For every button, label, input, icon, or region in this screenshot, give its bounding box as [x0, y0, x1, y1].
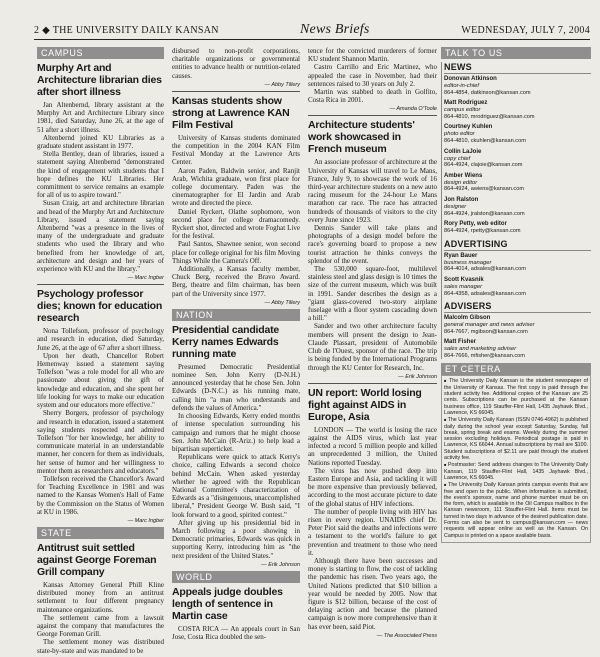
- paragraph: Susan Craig, art and architecture librarian and head of the Murphy Art and Architecture Library, issued a statement saying Altenbernd "was a presence in the lives of many of the undergraduate and graduate students who used the library and who benefited from her knowledge of art, architecture and design and her years of experience with KU and the library.": [37, 199, 164, 274]
- advertising-heading: ADVERTISING: [444, 239, 591, 251]
- paragraph: Dennis Sander will take plans and photographs of a design model before the race's governing board to propose a new tourist attraction he thinks conveys the splendor of the event.: [308, 224, 437, 265]
- contact-name: Ryan Bauer: [444, 252, 478, 259]
- contact-name: Collin LaJoie: [444, 148, 482, 155]
- contact-entry: [444, 124, 591, 144]
- paragraph: The number of people living with HIV has risen in every region. UNAIDS chief Dr. Peter Piot said the deaths and infections were a testament to the world's failure to get prevention and treatment to those who need it.: [308, 507, 437, 557]
- contact-entry: [444, 253, 591, 273]
- paragraph: ■ The University Daily Kansan (ISSN 0746-4962) is published daily during the school year except Saturday, Sunday, fall break, spring break and exams. Weekly during the summer session excluding holidays. Periodical postage is paid in Lawrence, KS 66044. Annual subscriptions by mail are $100. Student subscriptions of $2.11 are paid through the student activity fee.: [444, 417, 588, 461]
- contact-directory: [441, 62, 591, 359]
- paragraph: Additionally, a Kansas faculty member, Chuck Berg, received the Bravo Award. Berg, theatre and film chairman, has been part of the University since 1977.: [172, 265, 300, 298]
- contact-entry: [444, 173, 591, 193]
- section-bar-talk: TALK TO US: [441, 47, 591, 59]
- contact-name: Matt Fisher: [444, 339, 477, 346]
- contact-phone: 864-4924, rpetty@kansan.com: [444, 228, 521, 235]
- paragraph: Presumed Democratic Presidential nominee Sen. John Kerry (D-N.H.) announced yesterday that he chose Sen. John Edwards (D-N.C.) as his running mate, calling him "a man who understands and defends the values of America.": [172, 362, 300, 412]
- paragraph: Stella Bentley, dean of libraries, issued a statement saying Altenbernd "demonstrated the kind of engagement with students that I hope defines the KU Libraries. Her commitment to service remains an example for all of us to aspire toward.": [37, 150, 164, 200]
- paragraph: Sander and two other architecture faculty members will present the design to Jean-Claude Plassart, president of Automobile Club de l'Ouest, sponsor of the race. The trip is being funded by the International Programs through the KU Center for Research, Inc.: [308, 322, 437, 372]
- byline: — Marc Ingber: [37, 518, 164, 524]
- paragraph: Aaron Paden, Baldwin senior, and Ranjit Arab, Wichita graduate, won first place for college documentary. Paden was the cinematographer for El Jardin and Arab wrote and directed the piece.: [172, 166, 300, 208]
- news-heading: NEWS: [444, 62, 591, 74]
- contact-name: Malcolm Gibson: [444, 315, 491, 322]
- masthead-date: WEDNESDAY, JULY 7, 2004: [461, 25, 590, 36]
- masthead-section-title: News Briefs: [300, 22, 370, 37]
- contact-entry: [444, 100, 591, 120]
- paragraph: The virus has now pushed deep into Eastern Europe and Asia, and tackling it will be more expensive than previously believed, according to the most accurate picture to date of the global status of HIV infections.: [308, 466, 437, 508]
- paragraph: Altenbernd joined KU Libraries as a graduate student assistant in 1977.: [37, 133, 164, 151]
- story-body-martin-continued: [308, 47, 437, 104]
- advisers-heading: ADVISERS: [444, 301, 591, 313]
- section-bar-state: STATE: [37, 527, 164, 539]
- headline-tollefson: Psychology professor dies; known for education research: [37, 288, 163, 325]
- paragraph: The settlement money was distributed state-by-state and was mandated to be: [37, 638, 164, 655]
- column-campus-state: [37, 47, 164, 655]
- paragraph: Upon her death, Chancellor Robert Hemenway issued a statement saying Tollefson "was a role model for all who are passionate about giving the gift of knowledge and education, and she spent her life looking for ways to make our education system and our educators more effective.": [37, 351, 164, 410]
- paragraph: Although there have been successes and money is starting to flow, the cost of tackling the pandemic has risen. Two years ago, the United Nations predicted that $10 billion a year would be needed by 2005. Now that figure is $12 billion, because of the cost of delaying action and because the planned campaign is now more comprehensive than it has ever been, said Piot.: [308, 556, 437, 631]
- et-cetera-body: [441, 375, 591, 542]
- contact-entry: [444, 197, 591, 217]
- paragraph: An associate professor of architecture at the University of Kansas will travel to Le Mans, France, July 9, to showcase the work of 16 third-year architecture students on a new auto racing museum for the 24-hour Le Mans marathon car race. The race has attracted hundreds of thousands of visitors to the city every June since 1923.: [308, 158, 437, 224]
- byline: — Erik Johnson: [308, 374, 437, 380]
- byline: — Abby Tillery: [172, 82, 300, 88]
- contact-role: general manager and news adviser: [444, 322, 535, 329]
- byline: — Abby Tillery: [172, 300, 300, 306]
- story-body-kerry: [172, 363, 300, 560]
- section-bar-etc: ET CETERA: [441, 363, 591, 375]
- paragraph: Castro Carrillo and Eric Martinez, who appealed the case in November, had their sentences raised to 30 years on July 2.: [308, 63, 437, 88]
- contact-phone: 864-4810, mrodriguez@kansan.com: [444, 113, 535, 120]
- headline-martin: Appeals judge doubles length of sentence in Martin case: [172, 585, 283, 622]
- column-film-nation-world: [172, 47, 300, 641]
- paragraph: Martin was stabbed to death in Golfito, Costa Rica in 2001.: [308, 88, 437, 105]
- paragraph: tence for the convicted murderers of former KU student Shannon Martin.: [308, 47, 437, 64]
- headline-kerry: Presidential candidate Kerry names Edwards running mate: [172, 323, 280, 360]
- contact-name: Courtney Kuhlen: [444, 124, 493, 131]
- story-body-continued: [172, 47, 300, 80]
- section-bar-nation: NATION: [172, 309, 300, 321]
- paragraph: The settlement came from a lawsuit against the company that manufactures the George Foreman Grill.: [37, 613, 164, 639]
- story-body-tollefson: [37, 327, 164, 516]
- story-body-architecture: [308, 158, 437, 371]
- byline: — Amanda O'Toole: [308, 106, 437, 112]
- contact-role: designer: [444, 203, 467, 210]
- paragraph: ■ Postmaster: Send address changes to The University Daily Kansan, 119 Stauffer-Flint Hall, 1435 Jayhawk Blvd., Lawrence, KS 66045.: [444, 462, 588, 481]
- paragraph: Paul Santos, Shawnee senior, won second place for college original for his film Moving Things While the Camera's Off.: [172, 240, 300, 265]
- paragraph: University of Kansas students dominated the competition in the 2004 KAN Film Festival Monday at the Lawrence Arts Center.: [172, 133, 300, 167]
- contact-phone: 864-4924, clajoie@kansan.com: [444, 162, 523, 169]
- contact-phone: 864-4358, adsales@kansan.com: [444, 290, 526, 297]
- contact-phone: 864-4810, ckuhlen@kansan.com: [444, 137, 526, 144]
- contact-phone: 864-4924, awiens@kansan.com: [444, 186, 524, 193]
- divider: [308, 115, 437, 116]
- contact-entry: [444, 149, 591, 169]
- byline: — Erik Johnson: [172, 562, 300, 568]
- contact-name: Rory Petty, web editor: [444, 221, 507, 228]
- section-bar-world: WORLD: [172, 571, 300, 583]
- contact-phone: 864-7667, mgibson@kansan.com: [444, 328, 528, 335]
- contact-name: Amber Wiens: [444, 172, 483, 179]
- story-body-aids: [308, 426, 437, 631]
- headline-murphy: Murphy Art and Architecture librarian dies after short illness: [37, 62, 162, 98]
- paragraph: The 530,000 square-foot, multilevel stainless steel and glass design is 10 times the size of the current museum, which was built in 1991. Sander describes the design as a "giant glass-covered two-story airplane fuselage with a floor system cascading down a hill.": [308, 265, 437, 323]
- contact-entry: [444, 339, 591, 359]
- contact-role: sales manager: [444, 283, 483, 290]
- paragraph: Kansas Attorney General Phill Kline distributed money from an antitrust settlement to four different pregnancy maintenance organizations.: [37, 580, 164, 614]
- story-body-foreman: [37, 581, 164, 655]
- headline-architecture: Architecture students' work showcased in French museum: [308, 119, 415, 156]
- paragraph: Tollefson received the Chancellor's Award for Teaching Excellence in 1981 and was named to the Kansas Women's Hall of Fame by the Commission on the Status of Women at KU in 1986.: [37, 474, 164, 516]
- paragraph: Republicans were quick to attack Kerry's choice, calling Edwards a second choice behind McCain. When asked yesterday whether he agreed with the Republican National Committee's characterization of Edwards as a "disingenuous, unaccomplished liberal," President George W. Bush said, "I look forward to a good, spirited contest.": [172, 453, 300, 519]
- contact-phone: 864-7666, mfisher@kansan.com: [444, 352, 525, 359]
- masthead: [34, 24, 590, 40]
- divider: [172, 91, 300, 92]
- paragraph: ■ The University Daily Kansan is the student newspaper of the University of Kansas. The first copy is paid through the student activity fee. Additional copies of the Kansan are 25 cents. Subscriptions can be purchased at the Kansan business office, 119 Stauffer-Flint Hall, 1435 Jayhawk Blvd., Lawrence, KS 66045.: [444, 378, 588, 416]
- divider: [308, 383, 437, 384]
- contact-name: Jon Ralston: [444, 196, 479, 203]
- contact-phone: 864-4854, datkinson@kansan.com: [444, 89, 531, 96]
- byline: — Marc Ingber: [37, 275, 164, 281]
- contact-entry: [444, 76, 591, 96]
- contact-role: editor-in-chief: [444, 83, 480, 89]
- contact-name: Donovan Atkinson: [444, 76, 497, 82]
- contact-entry: [444, 277, 591, 297]
- column-talk-to-us: [441, 47, 591, 543]
- story-body-murphy: [37, 101, 164, 273]
- section-bar-campus: CAMPUS: [37, 47, 164, 59]
- byline: — The Associated Press: [308, 633, 437, 639]
- paragraph: In choosing Edwards, Kerry ended months of intense speculation surrounding his campaign and rumors that he might choose Sen. John McCain (R-Ariz.) to help lead a bipartisan superticket.: [172, 412, 300, 453]
- paragraph: Daniel Ryckert, Olathe sophomore, won second place for college dramacomedy. Ryckert shot, directed and wrote Foghat Live for the festival.: [172, 207, 300, 241]
- paragraph: Sherry Borgers, professor of psychology and research in education, issued a statement saying students respected and admired Tollefson "for her knowledge, her ability to communicate material in an understandable manner, her concern for them as individuals, her sense of humor and her willingness to mentor them as researchers and educators.": [37, 409, 164, 475]
- masthead-page-label: 2 ◆ THE UNIVERSITY DAILY KANSAN: [34, 25, 219, 36]
- paragraph: Jan Altenbernd, library assistant at the Murphy Art and Architecture Library since 1981, died Saturday, June 26, at the age of 51 after a short illness.: [37, 101, 164, 134]
- paragraph: COSTA RICA — An appeals court in San Jose, Costa Rica doubled the sen-: [172, 624, 300, 641]
- contact-phone: 864-4924, jralston@kansan.com: [444, 210, 525, 217]
- headline-aids: UN report: World losing fight against AIDS in Europe, Asia: [308, 386, 422, 423]
- contact-phone: 864-4014, adsales@kansan.com: [444, 266, 526, 273]
- divider: [37, 284, 164, 285]
- contact-role: photo editor: [444, 131, 475, 138]
- story-body-martin: [172, 625, 300, 641]
- column-architecture-aids: [308, 47, 437, 642]
- paragraph: Nona Tollefson, professor of psychology and research in education, died Saturday, June 26, at the age of 67 after a short illness.: [37, 327, 164, 352]
- contact-role: copy chief: [444, 155, 471, 162]
- headline-foreman: Antitrust suit settled against George Foreman Grill company: [37, 541, 157, 578]
- contact-entry: [444, 221, 591, 235]
- contact-entry: [444, 315, 591, 335]
- contact-role: campus editor: [444, 107, 481, 114]
- contact-name: Scott Kvasnik: [444, 276, 484, 283]
- contact-role: business manager: [444, 259, 492, 266]
- paragraph: LONDON — The world is losing the race against the AIDS virus, which last year infected a record 5 million people and killed an unprecedented 3 million, the United Nations reported Tuesday.: [308, 425, 437, 467]
- contact-name: Matt Rodriguez: [444, 100, 488, 107]
- story-body-film-festival: [172, 134, 300, 298]
- paragraph: disbursed to non-profit corporations, charitable organizations or governmental entities to advance health or nutrition-related causes.: [172, 47, 300, 80]
- contact-role: design editor: [444, 179, 478, 186]
- headline-film-festival: Kansas students show strong at Lawrence KAN Film Festival: [172, 94, 290, 131]
- paragraph: After giving up his presidential bid in March following a poor showing in Democratic primaries, Edwards was quick in supporting Kerry, introducing him as "the next president of the United States.": [172, 518, 300, 560]
- contact-role: sales and marketing adviser: [444, 346, 517, 353]
- paragraph: ■ The University Daily Kansan prints campus events that are free and open to the public. When information is submitted, the event's sponsor, name and phone number must be on the form, which is available in the Oil Campus mailbox in the Kansan newsroom, 111 Stauffer-Flint Hall. Items must be turned in two days in advance of the desired publication date. Forms can also be sent to campus@kansan.com — news requests will appear online as well as the Kansan. On Campus is printed on a space available basis.: [444, 482, 588, 539]
